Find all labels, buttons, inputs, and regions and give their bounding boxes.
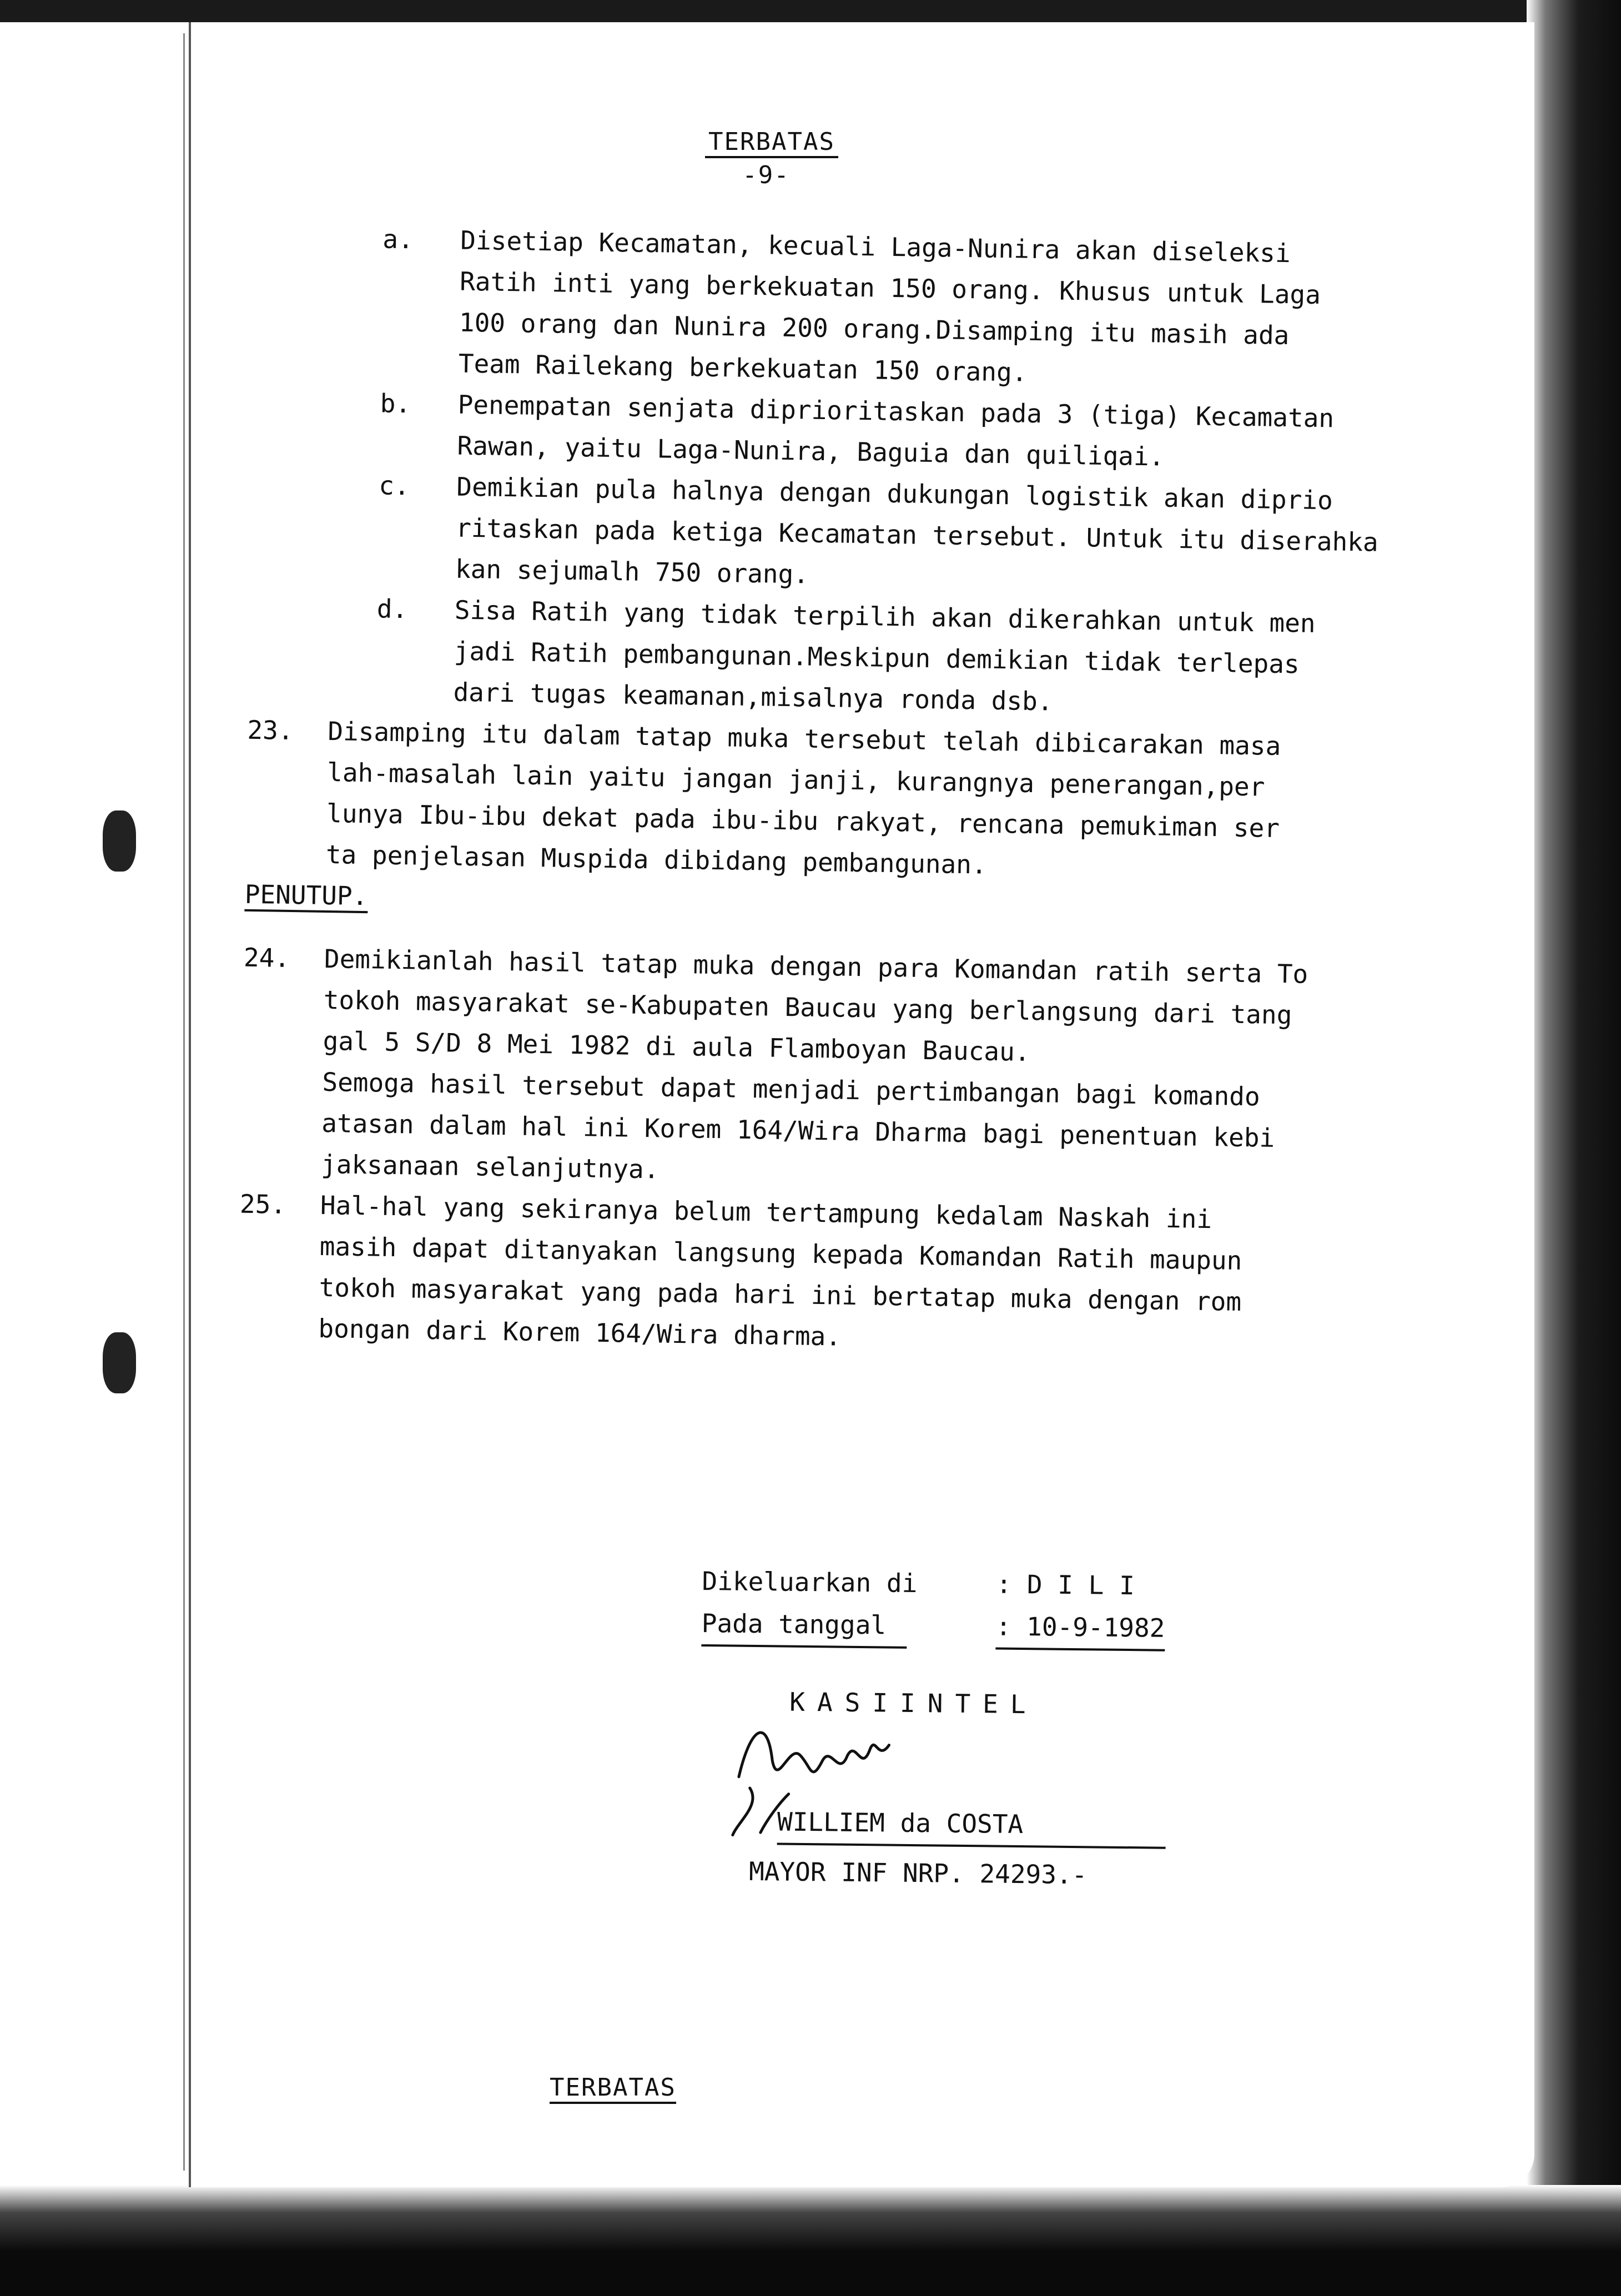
scan-border-bottom (0, 2185, 1621, 2296)
paragraph-number: 23. (247, 714, 294, 746)
sub-item-a (258, 216, 1404, 399)
classification-header: TERBATAS (0, 128, 1582, 156)
text-line: gal 5 S/D 8 Mei 1982 di aula Flamboyan Baucau. (323, 1025, 1030, 1067)
paragraph-23 (247, 709, 1396, 892)
sub-item-d (253, 586, 1398, 727)
text-line: atasan dalam hal ini Korem 164/Wira Dharma bagi penentuan kebi (321, 1107, 1275, 1153)
signatory-role: KASIINTEL (789, 1686, 1038, 1720)
text-line: jaksanaan selanjutnya. (320, 1149, 660, 1185)
date-label: Pada tanggal (701, 1602, 907, 1649)
issued-at-label: Dikeluarkan di (702, 1565, 918, 1599)
text-line: tokoh masyarakat se-Kabupaten Baucau yang berlangsung dari tang (323, 984, 1292, 1030)
issued-at-value: : D I L I (996, 1569, 1135, 1601)
document-body (239, 216, 1404, 1366)
text-line: jadi Ratih pembangunan.Meskipun demikian tidak terlepas (454, 636, 1300, 679)
handwritten-signature (727, 1694, 907, 1840)
paragraph-25 (239, 1184, 1389, 1366)
text-line: Penempatan senjata diprioritaskan pada 3 (tiga) Kecamatan (457, 389, 1335, 434)
date-value: : 10-9-1982 (995, 1605, 1165, 1651)
text-line: Semoga hasil tersebut dapat menjadi pertimbangan bagi komando (322, 1066, 1261, 1112)
paragraph-24 (243, 937, 1393, 1201)
text-line: ta penjelasan Muspida dibidang pembangunan. (325, 839, 988, 880)
scan-border-right (1527, 0, 1621, 2296)
text-line: Disetiap Kecamatan, kecuali Laga-Nunira akan diseleksi (460, 225, 1291, 269)
item-marker: b. (380, 388, 411, 419)
scan-border-top (0, 0, 1621, 22)
text-line: Rawan, yaitu Laga-Nunira, Baguia dan quiliqai. (457, 430, 1165, 472)
text-line: bongan dari Korem 164/Wira dharma. (318, 1313, 842, 1352)
item-marker: a. (382, 224, 414, 255)
text-line: Disamping itu dalam tatap muka tersebut telah dibicarakan masa (328, 716, 1281, 761)
paragraph-number: 25. (239, 1189, 286, 1220)
signature-block (699, 1560, 1202, 1897)
section-heading-penutup: PENUTUP. (244, 874, 1394, 933)
text-line: 100 orang dan Nunira 200 orang.Disamping itu masih ada (459, 307, 1290, 351)
issued-at-row (702, 1560, 1202, 1607)
text-line: Sisa Ratih yang tidak terpilih akan dikerahkan untuk men (454, 595, 1316, 638)
text-line: dari tugas keamanan,misalnya ronda dsb. (453, 677, 1053, 717)
paragraph-number: 24. (243, 942, 290, 973)
page-number: -9- (742, 161, 790, 189)
classification-footer: TERBATAS (550, 2073, 676, 2102)
sub-item-c (255, 463, 1401, 604)
item-marker: c. (378, 470, 410, 501)
text-line: Team Railekang berkekuatan 150 orang. (458, 348, 1028, 387)
text-line: lunya Ibu-ibu dekat pada ibu-ibu rakyat, rencana pemukiman ser (326, 798, 1280, 843)
binder-spine (183, 33, 185, 2171)
text-line: kan sejumalh 750 orang. (455, 553, 809, 590)
text-line: masih dapat ditanyakan langsung kepada Komandan Ratih maupun (319, 1231, 1242, 1276)
binder-ring-lower (103, 1332, 136, 1393)
signatory-rank: MAYOR INF NRP. 24293.- (748, 1856, 1088, 1890)
text-line: Ratih inti yang berkekuatan 150 orang. Khusus untuk Laga (459, 266, 1321, 310)
text-line: tokoh masyarakat yang pada hari ini bertatap muka dengan rom (319, 1272, 1242, 1317)
text-line: lah-masalah lain yaitu jangan janji, kurangnya penerangan,per (326, 757, 1265, 802)
item-marker: d. (376, 593, 408, 625)
text-line: Demikian pula halnya dengan dukungan logistik akan diprio (456, 471, 1333, 516)
text-line: Demikianlah hasil tatap muka dengan para Komandan ratih serta To (324, 943, 1308, 989)
text-line: Hal-hal yang sekiranya belum tertampung kedalam Naskah ini (320, 1190, 1212, 1235)
date-row (701, 1602, 1201, 1651)
signatory-name: WILLIEM da COSTA (777, 1800, 1166, 1849)
binder-ring-upper (103, 810, 136, 872)
text-line: ritaskan pada ketiga Kecamatan tersebut. Untuk itu diserahka (455, 512, 1379, 557)
